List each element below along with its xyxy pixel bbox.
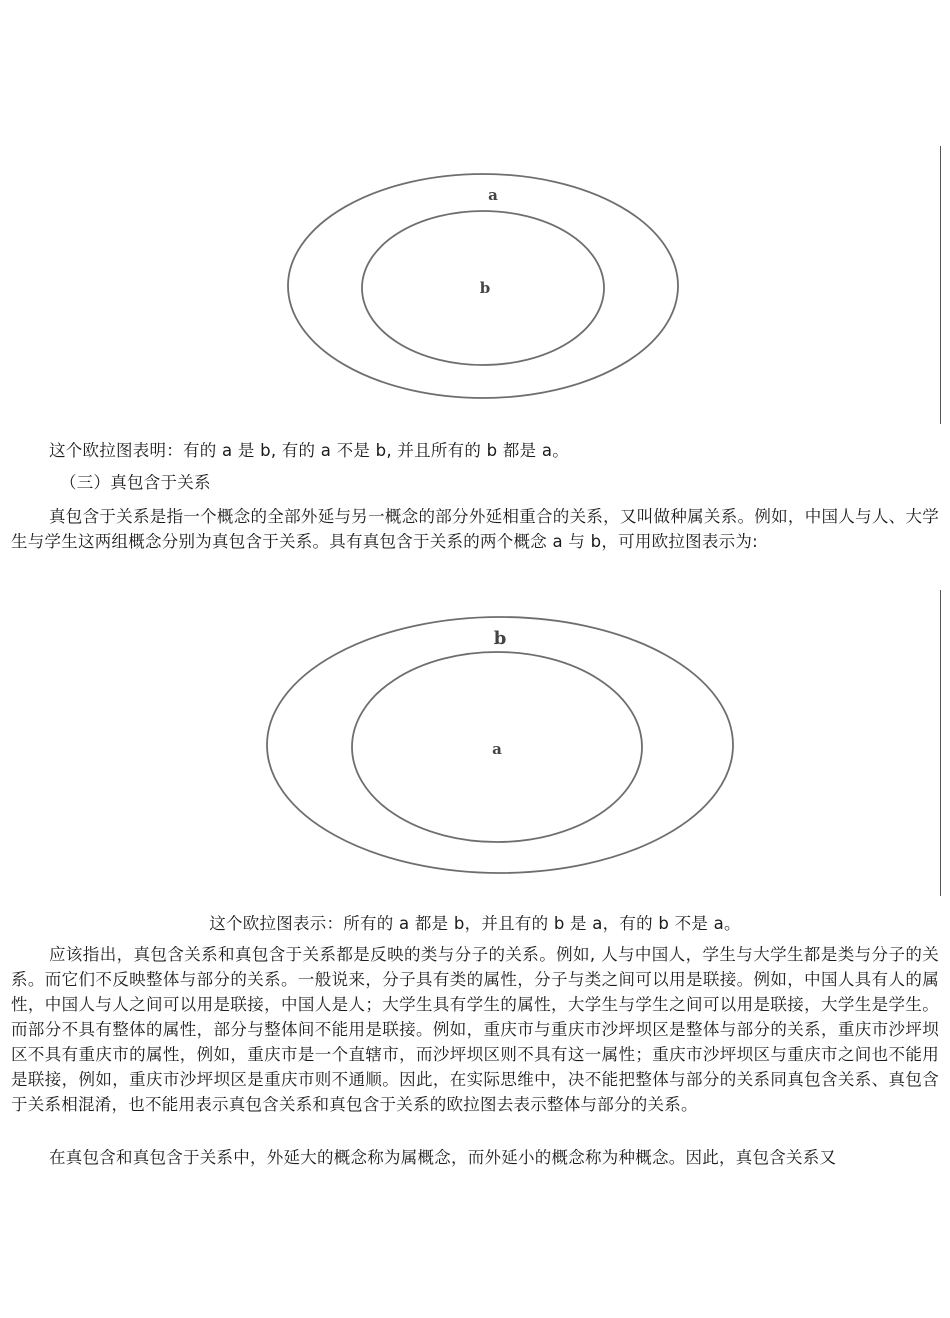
section-heading: （三）真包含于关系 — [60, 473, 211, 492]
euler-diagram-a-contains-b — [0, 140, 950, 430]
paragraph-discussion: 应该指出，真包含关系和真包含于关系都是反映的类与分子的关系。例如, 人与中国人，学生与大学生都是类与分子的关系。而它们不反映整体与部分的关系。一般说来，分子具有类的属性，分子与类之间可以用是联接。例如，中国人具有人的属性，中国人与人之间可以用是联接，中国人是人；大学生具有学生的属性，大学生与学生之间可以用是联接，大学生是学生。而部分不具有整体的属性，部分与整体间不能用是联接。例如，重庆市与重庆市沙坪坝区是整体与部分的关系，重庆市沙坪坝区不具有重庆市的属性，例如，重庆市是一个直辖市，而沙坪坝区则不具有这一属性；重庆市沙坪坝区与重庆市之间也不能用是联接，例如，重庆市沙坪坝区是重庆市则不通顺。因此，在实际思维中，决不能把整体与部分的关系同真包含关系、真包含于关系相混淆，也不能用表示真包含关系和真包含于关系的欧拉图去表示整体与部分的关系。 — [11, 945, 939, 1114]
euler-diagram-b-contains-a — [0, 590, 950, 900]
paragraph-genus-species: 在真包含和真包含于关系中，外延大的概念称为属概念，而外延小的概念称为种概念。因此，真包含关系又 — [49, 1148, 837, 1167]
caption-figure-1: 这个欧拉图表明：有的 a 是 b, 有的 a 不是 b, 并且所有的 b 都是 a。 — [49, 441, 569, 460]
euler-diagram-svg — [0, 140, 950, 430]
page-edge-line — [940, 146, 941, 424]
page-edge-line — [940, 590, 941, 896]
euler-diagram-svg — [0, 590, 950, 900]
outer-ellipse-label: b — [493, 628, 507, 649]
caption-figure-2: 这个欧拉图表示：所有的 a 都是 b，并且有的 b 是 a，有的 b 不是 a。 — [209, 914, 741, 933]
outer-ellipse-label: a — [488, 186, 498, 204]
inner-ellipse-label: a — [492, 740, 502, 758]
inner-ellipse-label: b — [479, 279, 491, 297]
paragraph-definition: 真包含于关系是指一个概念的全部外延与另一概念的部分外延相重合的关系，又叫做种属关系。例如，中国人与人、大学生与学生这两组概念分别为真包含于关系。具有真包含于关系的两个概念 a 与 b，可用欧拉图表示为: — [11, 507, 939, 551]
